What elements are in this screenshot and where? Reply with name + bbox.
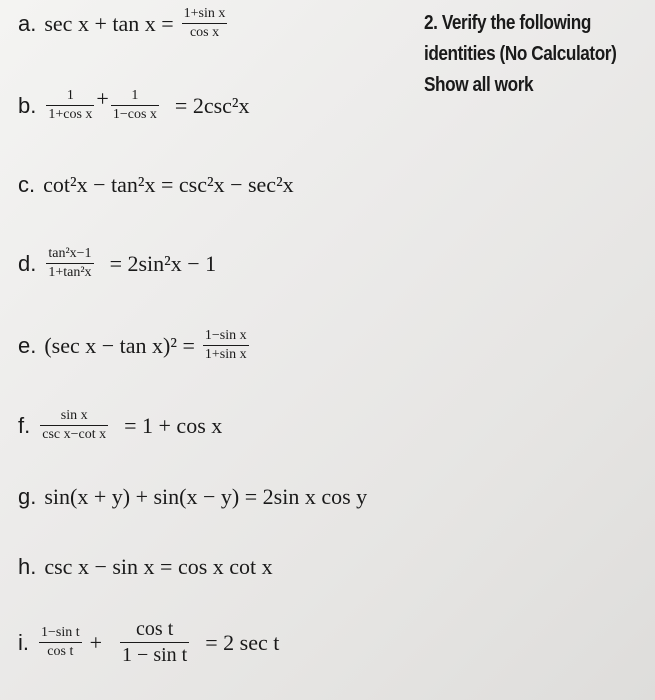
instructions-line-3: Show all work <box>424 74 534 96</box>
problem-f-fraction <box>40 408 108 444</box>
problem-g <box>18 484 367 510</box>
problem-c <box>18 172 294 198</box>
fraction-bar <box>39 642 82 643</box>
problem-f <box>18 408 222 444</box>
problem-i-fraction-2-numerator: cos t <box>136 618 174 640</box>
problem-f-rhs: = 1 + cos x <box>124 412 223 438</box>
problem-b-fraction-1 <box>46 88 94 124</box>
problem-e-label: e. <box>18 332 37 358</box>
problem-e-denominator: 1+sin x <box>204 347 247 363</box>
problem-e <box>18 328 251 364</box>
problem-c-expression: cot²x − tan²x = csc²x − sec²x <box>43 172 294 197</box>
problem-i-label: i. <box>18 629 29 655</box>
problem-b-label: b. <box>18 92 37 118</box>
problem-i-fraction-2 <box>120 618 189 667</box>
fraction-bar <box>46 105 94 106</box>
problem-b-fraction-2 <box>111 88 159 124</box>
fraction-bar <box>111 105 159 106</box>
fraction-bar <box>40 425 108 426</box>
problem-f-numerator: sin x <box>60 408 88 423</box>
problem-e-numerator: 1−sin x <box>204 328 247 343</box>
problem-d-denominator: 1+tan²x <box>48 265 92 281</box>
problem-d-fraction <box>46 246 93 282</box>
problem-b-plus: + <box>96 85 109 111</box>
problem-c-label: c. <box>18 172 36 197</box>
problem-a-label: a. <box>18 10 37 36</box>
problem-h <box>18 554 273 580</box>
instructions-line-2: identities (No Calculator) <box>424 43 617 65</box>
fraction-bar <box>182 23 228 24</box>
problem-b-fraction-2-denominator: 1−cos x <box>112 107 157 123</box>
problem-i-fraction-1-numerator: 1−sin t <box>41 624 80 640</box>
problem-b-fraction-2-numerator: 1 <box>131 88 139 103</box>
problem-a-lhs: sec x + tan x = <box>44 10 174 36</box>
problem-i-fraction-1-denominator: cos t <box>47 644 74 660</box>
problem-d-label: d. <box>18 250 37 276</box>
problem-i <box>18 618 279 667</box>
problem-b-fraction-1-numerator: 1 <box>66 88 74 103</box>
problem-g-expression: sin(x + y) + sin(x − y) = 2sin x cos y <box>44 484 368 509</box>
problem-e-lhs: (sec x − tan x)² = <box>44 332 195 358</box>
problem-e-fraction <box>203 328 249 364</box>
fraction-bar <box>120 642 189 643</box>
problem-i-fraction-2-denominator: 1 − sin t <box>122 644 188 667</box>
problem-d-rhs: = 2sin²x − 1 <box>109 250 217 276</box>
problem-i-plus: + <box>89 629 103 655</box>
problem-i-fraction-1 <box>39 625 82 661</box>
problem-d-numerator: tan²x−1 <box>48 246 92 261</box>
problem-a-fraction <box>182 6 228 42</box>
problem-h-expression: csc x − sin x = cos x cot x <box>44 554 273 579</box>
instructions-line-1: 2. Verify the following <box>424 12 591 34</box>
problem-f-denominator: csc x−cot x <box>42 427 107 443</box>
problem-b <box>18 85 250 124</box>
problem-d <box>18 246 216 282</box>
problem-b-fraction-1-denominator: 1+cos x <box>48 107 93 123</box>
problem-a-numerator: 1+sin x <box>183 6 226 21</box>
fraction-bar <box>46 263 93 264</box>
problem-a-denominator: cos x <box>189 25 220 41</box>
problem-a <box>18 6 229 42</box>
instructions <box>424 8 616 101</box>
problem-i-rhs: = 2 sec t <box>205 629 280 655</box>
problem-g-label: g. <box>18 484 37 509</box>
fraction-bar <box>203 345 249 346</box>
problem-f-label: f. <box>18 412 31 438</box>
problem-b-rhs: = 2csc²x <box>174 92 250 118</box>
problem-h-label: h. <box>18 554 37 579</box>
